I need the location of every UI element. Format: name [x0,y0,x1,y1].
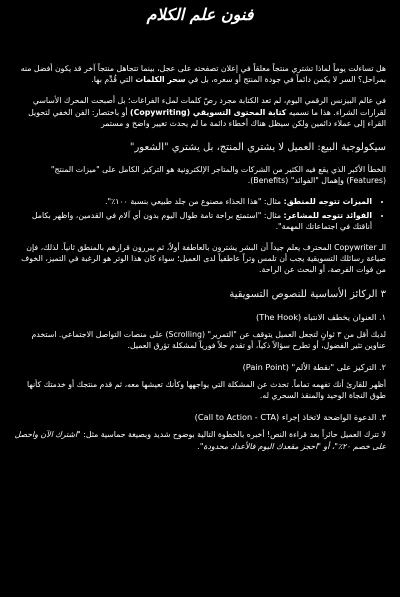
intro-paragraph-2-text: في عالم البيزنس الرقمي اليوم، لم تعد الكتابة مجرد رصّ كلمات لملء الفراغات؛ بل أصبحت المحرك الأساسي لقرارات الشراء. هذا ما نسميه [32,96,386,117]
intro-paragraph-1 [14,63,386,85]
intro-paragraph-1-end: التي قُدِّم بها. [91,75,133,85]
pillar-3-text: لا تترك العميل حائراً بعد قراءة النص! أخبره بالخطوة التالية بوضوح شديد وبصيغة حماسية مثل: [83,430,386,440]
pillar-2-text: أظهر للقارئ أنك تفهمه تماماً. تحدث عن المشكلة التي يواجهها وكأنك تعيشها معه، ثم قدم منتجك أو خدمتك كأنها طوق النجاة الوحيد والمنقذ السحري له. [27,380,386,401]
list-item [14,196,372,207]
section-1-heading: سيكولوجية البيع: العميل لا يشتري المنتج، بل يشتري "الشعور" [129,142,386,154]
pillar-3-italic-example: "اشترك الآن واحصل على خصم ٢٠٪"، أو "احجز مقعدك اليوم فالأعداد محدودة". [14,430,386,451]
section-2-heading: ٣ الركائز الأساسية للنصوص التسويقية [229,288,386,300]
pillar-1-text: لديك أقل من ٣ ثوانٍ لتجعل العميل يتوقف عن "التمرير" (Scrolling) على منصات التواصل الاجتماعي. استخدم عناوين تثير الفضول، أو تطرح سؤالاً ذكياً، أو تقدم حلاً فورياً لمشكلة تؤرق العميل. [31,329,386,350]
page-title: فنون علم الكلام [146,5,254,24]
intro-paragraph-2-end: أو باختصار: الفن الخفي لتحويل القراء إلى عملاء دائمين ولكن سيظل هناك أخطاء دائمة ما لم يحدث تغيير واضح و مستمر [28,107,386,128]
intro-paragraph-2 [14,95,386,129]
bullet-1-label: الميزات تتوجه للمنطق: [283,197,372,207]
intro-paragraph-2-bold: كتابة المحتوى التسويقي (Copywriting) [130,107,287,117]
bullet-2-label: الفوائد تتوجه للمشاعر: [283,210,372,220]
pillar-2-heading: ٢. التركيز على "نقطة الألم" (Pain Point) [242,362,386,373]
list-item [14,210,372,232]
bullet-1-text: مثال: "هذا الحذاء مصنوع من جلد طبيعي بنسبة ١٠٠٪". [105,197,282,207]
pillar-3-paragraph [14,429,386,451]
pillar-3-heading: ٣. الدعوة الواضحة لاتخاذ إجراء (Call to Action - CTA) [194,412,386,423]
features-benefits-list [14,196,386,232]
bullet-2-text: مثال: "استمتع براحة تامة طوال اليوم بدون أي آلام في القدمين، واظهر بكامل أناقتك في اجتماعاتك المهمة". [31,210,372,231]
intro-paragraph-1-text: هل تساءلت يوماً لماذا تشتري منتجاً معلقاً في إعلان تصفحته على عجل، بينما تتجاهل منتجاً آخر قد يكون أفضل منه بمراحل؟ السر لا يكمن دائماً في جودة المنتج أو سعره، بل في [20,64,386,85]
section-1-paragraph-2: الـ Copywriter المحترف يعلم جيداً أن البشر يشترون بالعاطفة أولاً، ثم يبررون قرارهم بالمنطق ثانياً. لذلك، فإن صياغة رسائلك التسويقية يجب أن تلمس وتراً عاطفياً لدى العميل؛ سواء كان هذا الوتر هو الرغبة في التميز، الخوف من فوات الفرصة، أو البحث عن الراحة. [21,243,386,275]
pillar-1-heading: ١. العنوان يخطف الانتباه (The Hook) [256,311,386,322]
intro-paragraph-1-bold: سحر الكلمات [135,75,186,85]
section-1-paragraph-1: الخطأ الأكبر الذي يقع فيه الكثير من الشركات والمتاجر الإلكترونية هو التركيز الكامل على "ميزات المنتج" (Features) وإهمال "الفوائد" (Benefits). [50,165,386,186]
